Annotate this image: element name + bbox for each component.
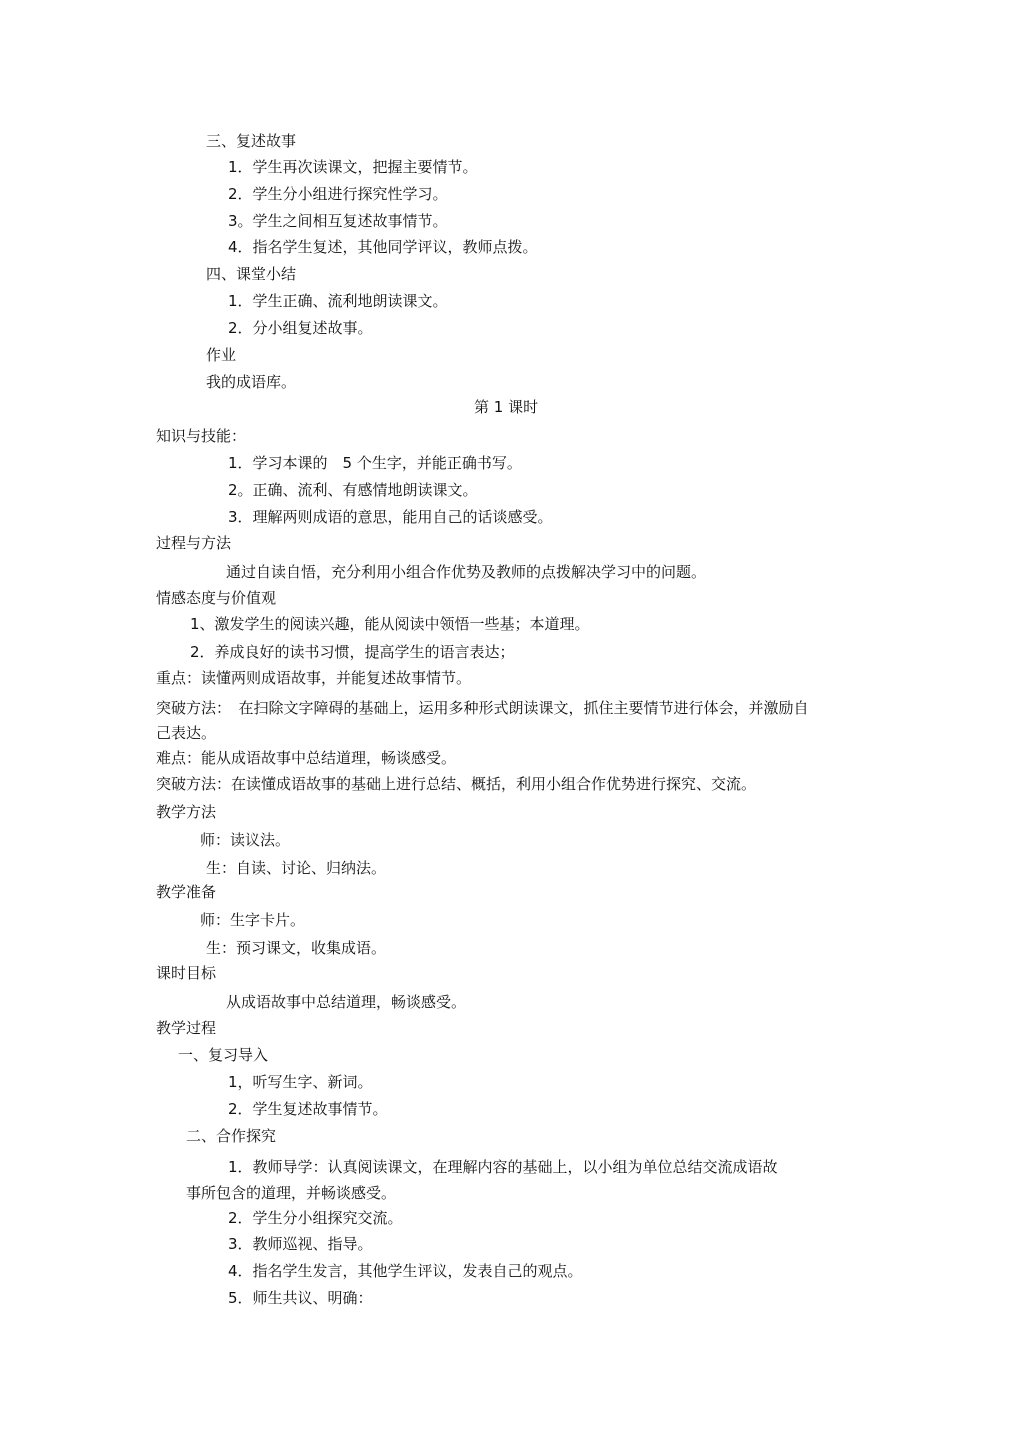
section-heading: 三、复述故事 bbox=[206, 132, 297, 150]
list-item: 2．学生分小组探究交流。 bbox=[228, 1209, 403, 1227]
list-item: 1．学生正确、流利地朗读课文。 bbox=[228, 292, 448, 310]
paragraph: 通过自读自悟，充分利用小组合作优势及教师的点拨解决学习中的问题。 bbox=[226, 563, 707, 581]
list-item: 师：读议法。 bbox=[200, 831, 291, 849]
section-heading: 二、合作探究 bbox=[186, 1127, 277, 1145]
section-heading: 情感态度与价值观 bbox=[156, 589, 277, 607]
breakthrough-method: 突破方法： 在扫除文字障碍的基础上，运用多种形式朗读课文，抓住主要情节进行体会，并激励自己表达。 bbox=[156, 699, 809, 742]
list-item: 2。正确、流利、有感情地朗读课文。 bbox=[228, 481, 478, 499]
section-heading: 一、复习导入 bbox=[178, 1046, 269, 1064]
list-item: 1，听写生字、新词。 bbox=[228, 1073, 373, 1091]
breakthrough-method: 突破方法：在读懂成语故事的基础上进行总结、概括，利用小组合作优势进行探究、交流。 bbox=[156, 775, 757, 793]
difficulty: 难点：能从成语故事中总结道理，畅谈感受。 bbox=[156, 749, 457, 767]
list-item: 1、激发学生的阅读兴趣，能从阅读中领悟一些基；本道理。 bbox=[190, 615, 590, 633]
list-item: 2．学生复述故事情节。 bbox=[228, 1100, 388, 1118]
list-item: 2．分小组复述故事。 bbox=[228, 319, 373, 337]
list-item: 3．教师巡视、指导。 bbox=[228, 1235, 373, 1253]
section-heading: 过程与方法 bbox=[156, 534, 232, 552]
section-heading: 四、课堂小结 bbox=[206, 265, 297, 283]
key-point: 重点：读懂两则成语故事，并能复述故事情节。 bbox=[156, 669, 472, 687]
list-item: 4．指名学生复述，其他同学评议，教师点拨。 bbox=[228, 238, 538, 256]
section-heading: 课时目标 bbox=[156, 964, 217, 982]
list-item: 2．学生分小组进行探究性学习。 bbox=[228, 185, 448, 203]
list-item: 1．教师导学：认真阅读课文，在理解内容的基础上，以小组为单位总结交流成语故事所包含的道理，并畅谈感受。 bbox=[186, 1158, 778, 1202]
list-item: 生：预习课文，收集成语。 bbox=[206, 939, 387, 957]
section-heading: 教学过程 bbox=[156, 1019, 217, 1037]
list-item: 4．指名学生发言，其他学生评议，发表自己的观点。 bbox=[228, 1262, 583, 1280]
list-item: 师：生字卡片。 bbox=[200, 911, 306, 929]
section-heading: 教学方法 bbox=[156, 803, 217, 821]
section-heading: 知识与技能： bbox=[156, 427, 247, 445]
list-item: 1．学习本课的 5 个生字，并能正确书写。 bbox=[228, 454, 522, 472]
list-item: 3。学生之间相互复述故事情节。 bbox=[228, 212, 448, 230]
list-item: 生：自读、讨论、归纳法。 bbox=[206, 859, 387, 877]
paragraph: 我的成语库。 bbox=[206, 373, 297, 391]
paragraph: 从成语故事中总结道理，畅谈感受。 bbox=[226, 993, 467, 1011]
list-item: 1．学生再次读课文，把握主要情节。 bbox=[228, 158, 478, 176]
section-heading: 作业 bbox=[206, 346, 237, 364]
list-item: 5．师生共议、明确： bbox=[228, 1289, 373, 1307]
list-item: 3．理解两则成语的意思，能用自己的话谈感受。 bbox=[228, 508, 553, 526]
section-heading: 教学准备 bbox=[156, 883, 217, 901]
lesson-title: 第 1 课时 bbox=[474, 398, 539, 416]
list-item: 2．养成良好的读书习惯，提高学生的语言表达； bbox=[190, 643, 515, 661]
